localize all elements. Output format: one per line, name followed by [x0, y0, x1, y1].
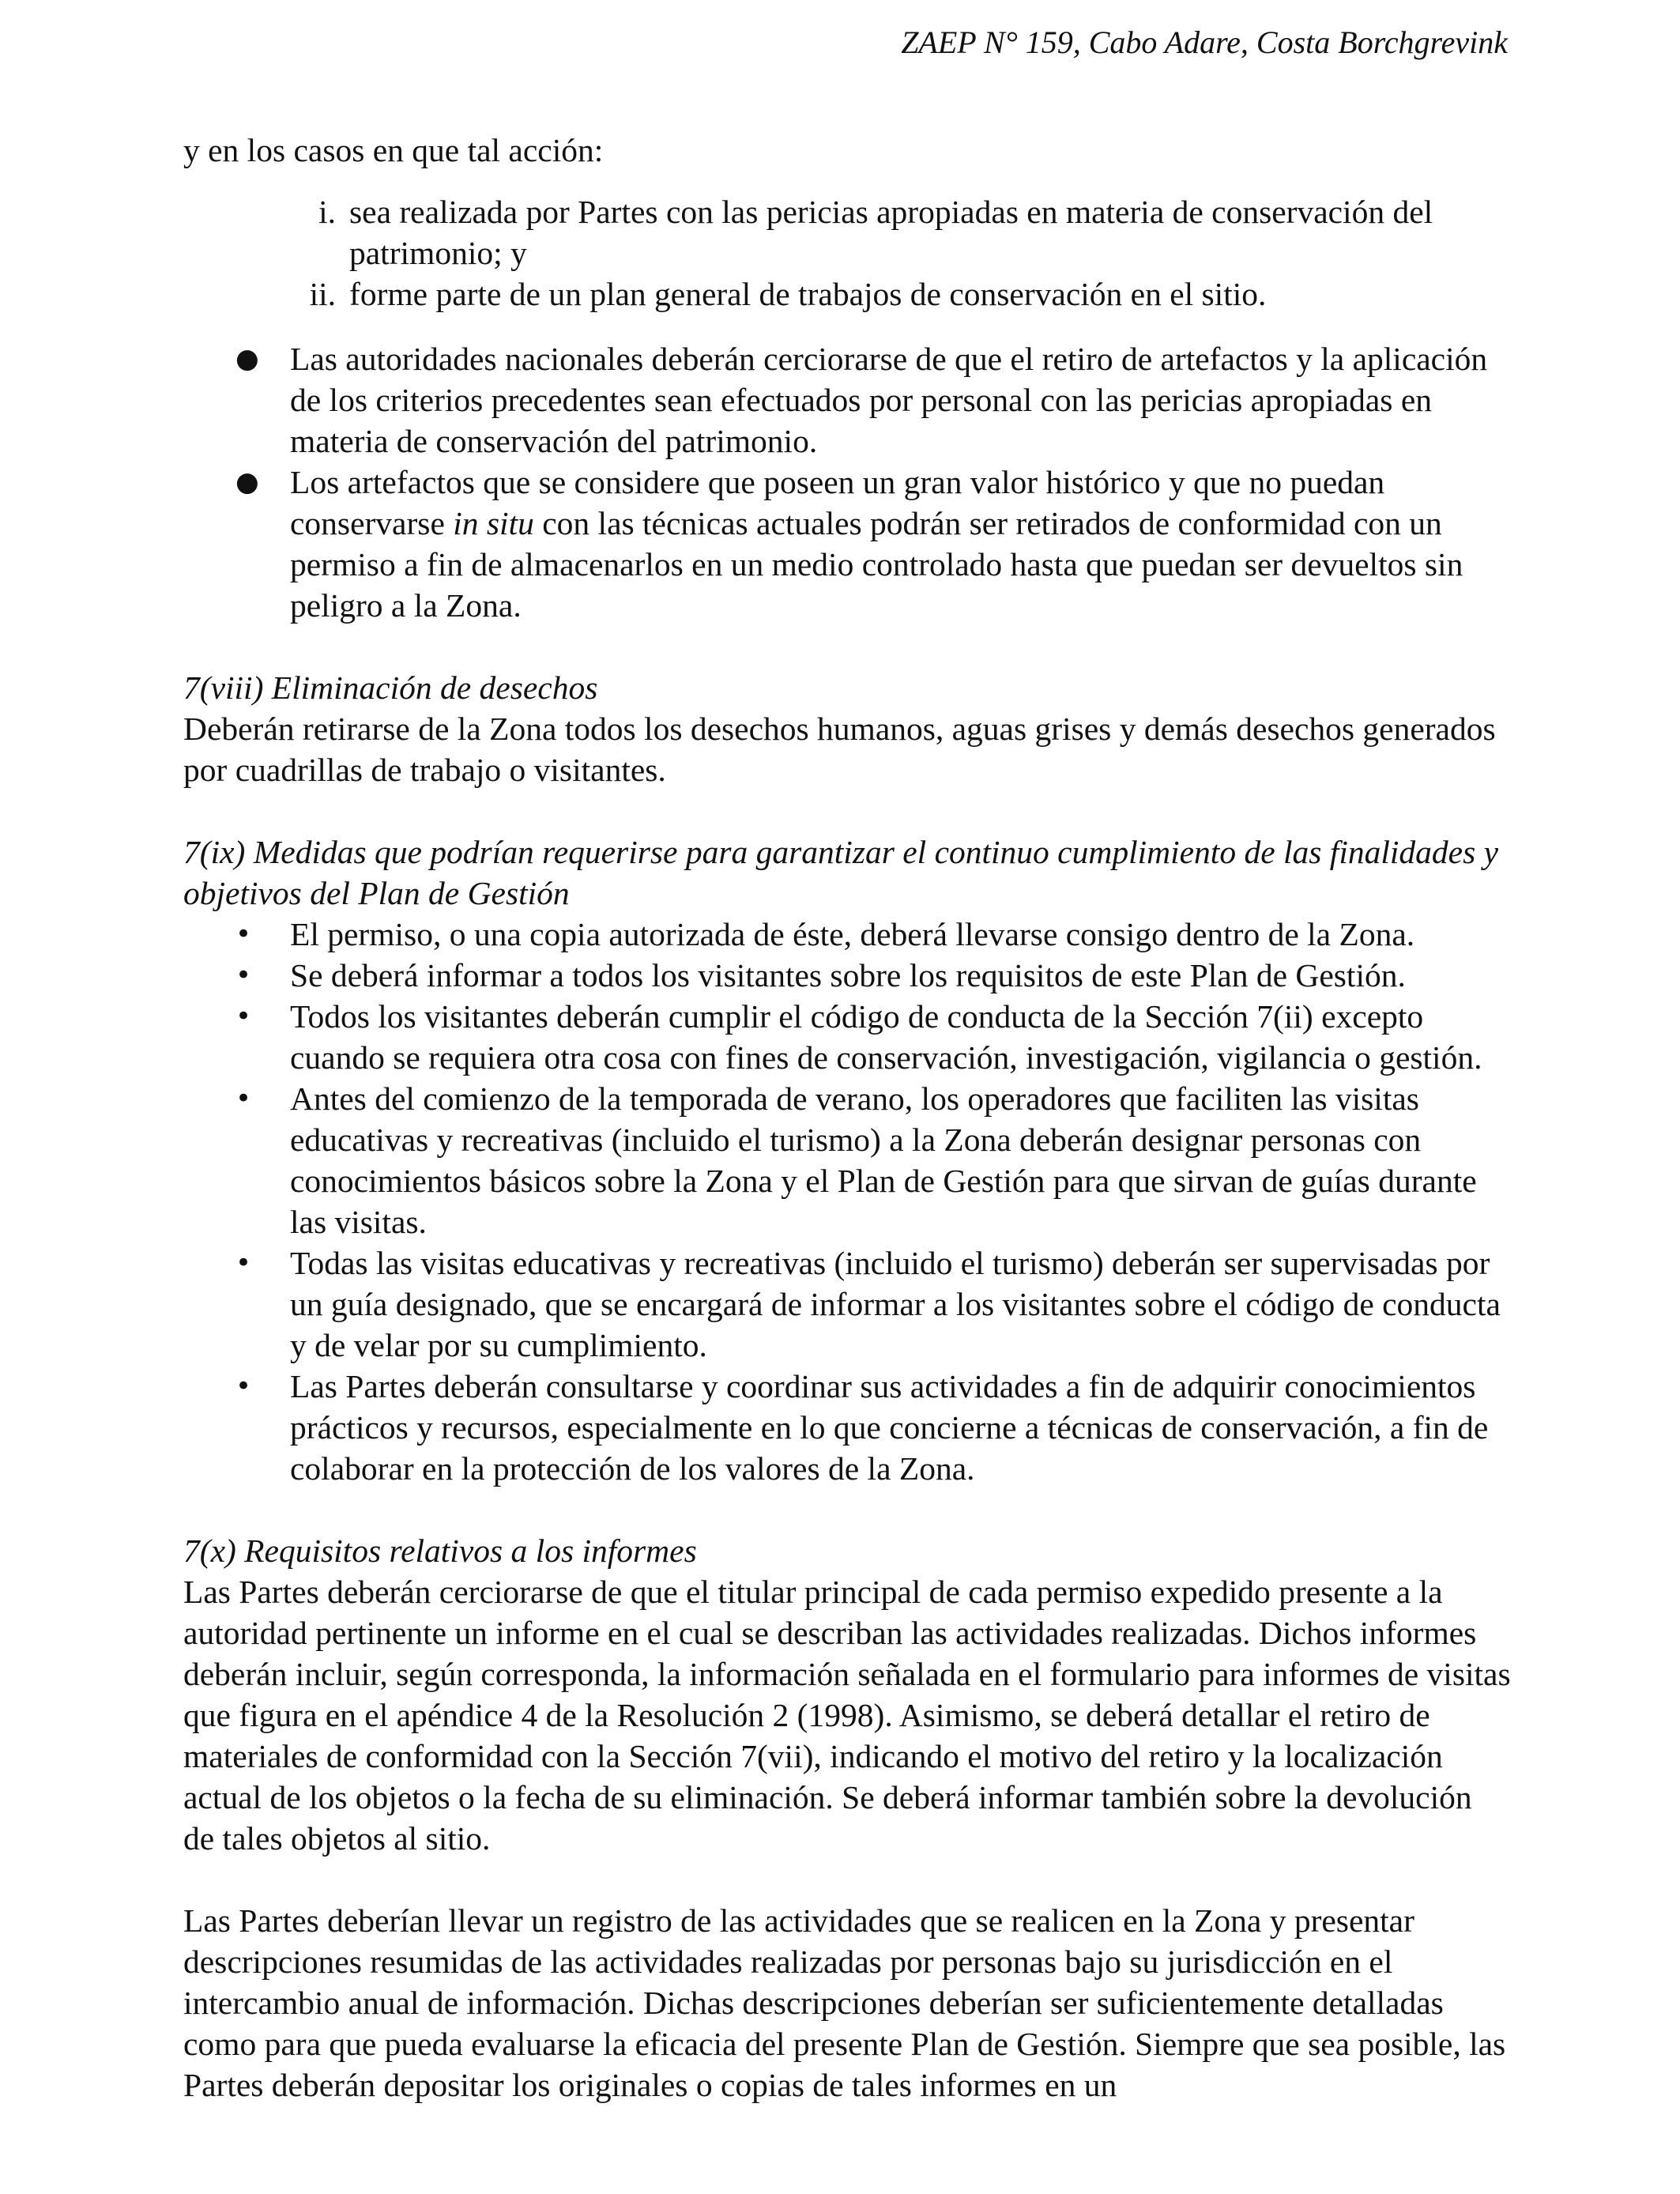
text-run: Los artefactos que se considere que poseen un gran valor histórico y que no puedan conservarse	[290, 464, 1385, 541]
section-body-viii: Deberán retirarse de la Zona todos los desechos humanos, aguas grises y demás desechos generados por cuadrillas de trabajo o visitantes.	[183, 711, 1496, 788]
list-item-text: El permiso, o una copia autorizada de éste, deberá llevarse consigo dentro de la Zona.	[290, 916, 1415, 952]
italic-term: in situ	[453, 505, 534, 541]
bullet-icon: •	[235, 918, 252, 950]
running-header: ZAEP N° 159, Cabo Adare, Costa Borchgrevink	[901, 25, 1508, 60]
list-marker: ii.	[309, 276, 336, 312]
list-item-text: Las Partes deberán consultarse y coordinar sus actividades a fin de adquirir conocimientos prácticos y recursos, especialmente en lo que concierne a técnicas de conservación, a fin de colaborar en la protección de los valores de la Zona.	[290, 1368, 1489, 1487]
list-item	[183, 462, 1511, 626]
bullet-icon: ●	[235, 466, 259, 498]
list-item-text: forme parte de un plan general de trabajos de conservación en el sitio.	[349, 276, 1267, 312]
list-item-text: Antes del comienzo de la temporada de verano, los operadores que faciliten las visitas educativas y recreativas (incluido el turismo) a la Zona deberán designar personas con conocimientos básicos sobre la Zona y el Plan de Gestión para que sirvan de guías durante las visitas.	[290, 1080, 1477, 1240]
list-item	[183, 996, 1511, 1078]
condition-list	[183, 191, 1511, 315]
intro-lead: y en los casos en que tal acción:	[183, 132, 604, 168]
bullet-icon: •	[235, 1083, 252, 1114]
spacer	[183, 790, 1511, 831]
list-item	[183, 1078, 1511, 1242]
list-marker: i.	[318, 194, 336, 230]
section-paragraph: Las Partes deberían llevar un registro de las actividades que se realicen en la Zona y presentar descripciones resumidas de las actividades realizadas por personas bajo su jurisdicción en el intercambio anual de información. Dichas descripciones deberían ser suficientemente detalladas como para que pueda evaluarse la eficacia del presente Plan de Gestión. Siempre que sea posible, las Partes deberán depositar los originales o copias de tales informes en un	[183, 1902, 1506, 2103]
bullet-icon: •	[235, 1370, 252, 1402]
list-item-text: sea realizada por Partes con las pericias apropiadas en materia de conservación del patrimonio; y	[349, 194, 1433, 271]
list-item	[183, 955, 1511, 996]
bullet-icon: ●	[235, 343, 259, 375]
section-paragraph: Las Partes deberán cerciorarse de que el titular principal de cada permiso expedido presente a la autoridad pertinente un informe en el cual se describan las actividades realizadas. Dichos informes deberán incluir, según corresponda, la información señalada en el formulario para informes de visitas que figura en el apéndice 4 de la Resolución 2 (1998). Asimismo, se deberá detallar el retiro de materiales de conformidad con la Sección 7(vii), indicando el motivo del retiro y la localización actual de los objetos o la fecha de su eliminación. Se deberá informar también sobre la devolución de tales objetos al sitio.	[183, 1574, 1511, 1857]
list-item	[183, 338, 1511, 462]
list-item	[183, 1366, 1511, 1489]
spacer	[183, 1489, 1511, 1530]
text-run: con las técnicas actuales podrán ser retirados de conformidad con un permiso a fin de almacenarlos en un medio controlado hasta que puedan ser devueltos sin peligro a la Zona.	[290, 505, 1463, 624]
spacer	[183, 1859, 1511, 1900]
list-item-text	[290, 462, 1511, 626]
measures-bullet-list	[183, 914, 1511, 1489]
bullet-icon: •	[235, 1001, 252, 1032]
spacer	[183, 315, 1511, 338]
section-heading-viii: 7(viii) Eliminación de desechos	[183, 669, 598, 706]
page-content	[183, 130, 1511, 2105]
artefact-bullet-list	[183, 338, 1511, 626]
list-item	[183, 273, 1511, 315]
section-heading-ix: 7(ix) Medidas que podrían requerirse para garantizar el continuo cumplimiento de las finalidades y objetivos del Plan de Gestión	[183, 834, 1499, 911]
spacer	[183, 626, 1511, 667]
bullet-icon: •	[235, 959, 252, 991]
bullet-icon: •	[235, 1247, 252, 1279]
list-item	[183, 1242, 1511, 1366]
section-heading-x: 7(x) Requisitos relativos a los informes	[183, 1532, 697, 1569]
list-item	[183, 191, 1511, 273]
list-item-text: Todas las visitas educativas y recreativas (incluido el turismo) deberán ser supervisadas por un guía designado, que se encargará de informar a los visitantes sobre el código de conducta y de velar por su cumplimiento.	[290, 1245, 1501, 1363]
list-item-text: Todos los visitantes deberán cumplir el código de conducta de la Sección 7(ii) excepto cuando se requiera otra cosa con fines de conservación, investigación, vigilancia o gestión.	[290, 998, 1482, 1076]
list-item-text: Las autoridades nacionales deberán cerciorarse de que el retiro de artefactos y la aplicación de los criterios precedentes sean efectuados por personal con las pericias apropiadas en materia de conservación del patrimonio.	[290, 341, 1488, 459]
list-item	[183, 914, 1511, 955]
list-item-text: Se deberá informar a todos los visitantes sobre los requisitos de este Plan de Gestión.	[290, 957, 1406, 993]
